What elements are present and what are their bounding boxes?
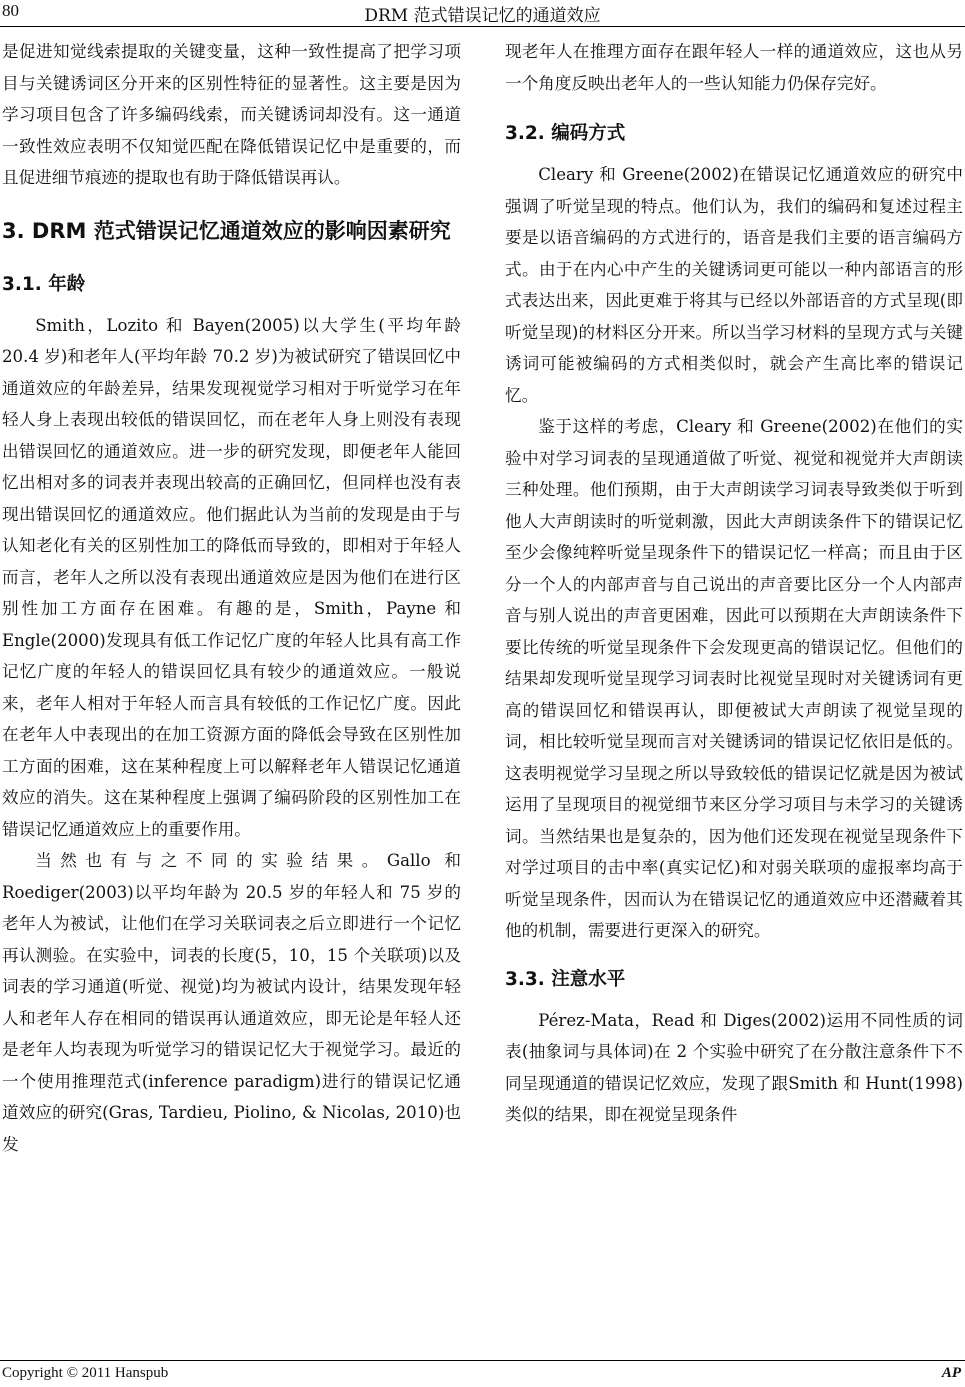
page-header [0,0,965,27]
section-3-2-paragraph-2: 鉴于这样的考虑，Cleary 和 Greene(2002)在他们的实验中对学习词表的呈现通道做了听觉、视觉和视觉并大声朗读三种处理。他们预期，由于大声朗读学习词表导致类似于听到他人大声朗读时的听觉刺激，因此大声朗读条件下的错误记忆至少会像纯粹听觉呈现条件下的错误记忆一样高；而且由于区分一个人的内部声音与自己说出的声音要比区分一个人内部声音与别人说出的声音更困难，因此可以预期在大声朗读条件下要比传统的听觉呈现条件下会发现更高的错误记忆。但他们的结果却发现听觉呈现学习词表时比视觉呈现时对关键诱词有更高的错误回忆和错误再认，即便被试大声朗读了视觉呈现的词，相比较听觉呈现而言对关键诱词的错误记忆依旧是低的。这表明视觉学习呈现之所以导致较低的错误记忆就是因为被试运用了呈现项目的视觉细节来区分学习项目与未学习的关键诱词。当然结果也是复杂的，因为他们还发现在视觉呈现条件下对学过项目的击中率(真实记忆)和对弱关联项的虚报率均高于听觉呈现条件，因而认为在错误记忆的通道效应中还潜藏着其他的机制，需要进行更深入的研究。 [505,417,963,940]
section-3-2-paragraph-1: Cleary 和 Greene(2002)在错误记忆通道效应的研究中强调了听觉呈现的特点。他们认为，我们的编码和复述过程主要是以语音编码的方式进行的，语音是我们主要的语言编码方式。由于在内心中产生的关键诱词更可能以一种内部语言的形式表达出来，因此更难于将其与已经以外部语音的方式呈现(即听觉呈现)的材料区分开来。所以当学习材料的呈现方式与关键诱词可能被编码的方式相类似时，就会产生高比率的错误记忆。 [505,165,963,405]
page-number: 80 [2,1,19,20]
section-3-3-paragraph-1: Pérez-Mata，Read 和 Diges(2002)运用不同性质的词表(抽象词与具体词)在 2 个实验中研究了在分散注意条件下不同呈现通道的错误记忆效应，发现了跟Smith 和 Hunt(1998)类似的结果，即在视觉呈现条件 [505,1010,963,1124]
left-column [2,36,461,1160]
right-column [505,36,963,1131]
journal-abbreviation: AP [941,1365,961,1381]
section-3-1-heading: 3.1. 年龄 [2,273,86,295]
running-title: DRM 范式错误记忆的通道效应 [364,6,601,26]
section-3-1-paragraph-1: Smith，Lozito 和 Bayen(2005)以大学生(平均年龄20.4 岁)和老年人(平均年龄 70.2 岁)为被试研究了错误回忆中通道效应的年龄差异，结果发现视觉学习相对于听觉学习在年轻人身上表现出较低的错误回忆，而在老年人身上则没有表现出错误回忆的通道效应。进一步的研究发现，即便老年人能回忆出相对多的词表并表现出较高的正确回忆，但同样也没有表现出错误回忆的通道效应。他们据此认为当前的发现是由于与认知老化有关的区别性加工的降低而导致的，即相对于年轻人而言，老年人之所以没有表现出通道效应是因为他们在进行区别性加工方面存在困难。有趣的是，Smith，Payne 和 Engle(2000)发现具有低工作记忆广度的年轻人比具有高工作记忆广度的年轻人的错误回忆具有较少的通道效应。一般说来，老年人相对于年轻人而言具有较低的工作记忆广度。因此在老年人中表现出的在加工资源方面的降低会导致在区别性加工方面的困难，这在某种程度上可以解释老年人错误记忆通道效应的消失。这在某种程度上强调了编码阶段的区别性加工在错误记忆通道效应上的重要作用。 [2,315,461,839]
page-footer [0,1360,965,1387]
section-3-heading: 3. DRM 范式错误记忆通道效应的影响因素研究 [2,218,451,243]
copyright: Copyright © 2011 Hanspub [2,1365,169,1381]
section-3-2-heading: 3.2. 编码方式 [505,123,626,144]
section-3-3-heading: 3.3. 注意水平 [505,968,626,990]
continuation-paragraph: 现老年人在推理方面存在跟年轻人一样的通道效应，这也从另一个角度反映出老年人的一些认知能力仍保存完好。 [505,42,963,93]
intro-paragraph: 是促进知觉线索提取的关键变量，这种一致性提高了把学习项目与关键诱词区分开来的区别性特征的显著性。这主要是因为学习项目包含了许多编码线索，而关键诱词却没有。这一通道一致性效应表明不仅知觉匹配在降低错误记忆中是重要的，而且促进细节痕迹的提取也有助于降低错误再认。 [2,42,461,187]
section-3-1-paragraph-2: 当然也有与之不同的实验结果。Gallo 和 Roediger(2003)以平均年龄为 20.5 岁的年轻人和 75 岁的老年人为被试，让他们在学习关联词表之后立即进行一个记忆再认测验。在实验中，词表的长度(5，10，15 个关联项)以及词表的学习通道(听觉、视觉)均为被试内设计，结果发现年轻人和老年人存在相同的错误再认通道效应，即无论是年轻人还是老年人均表现为听觉学习的错误记忆大于视觉学习。最近的一个使用推理范式(inference paradigm)进行的错误记忆通道效应的研究(Gras, Tardieu, Piolino, & Nicolas, 2010)也发 [2,851,461,1154]
